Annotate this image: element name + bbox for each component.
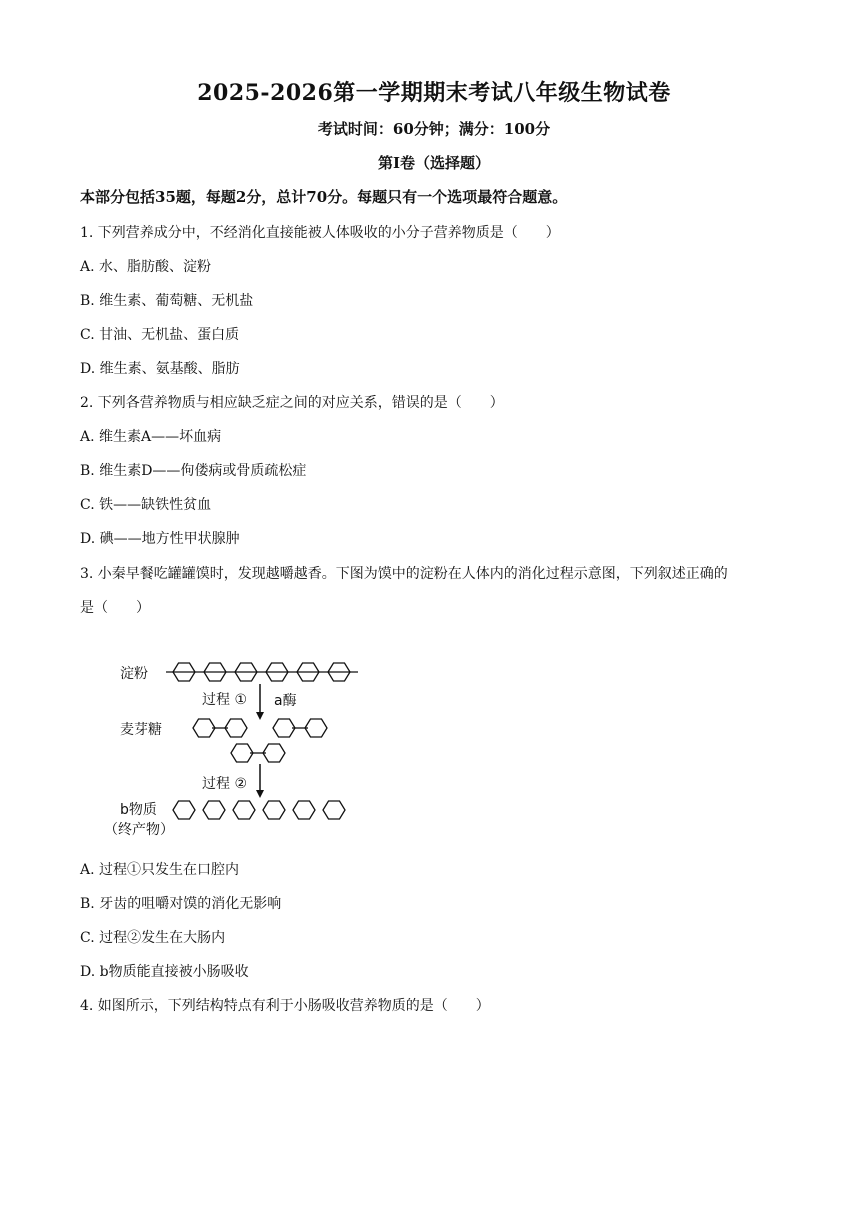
question-3-option-b: B. 牙齿的咀嚼对馍的消化无影响	[80, 896, 282, 912]
question-3-stem-line2: 是（ ）	[80, 600, 150, 616]
question-2-option-a: A. 维生素A——坏血病	[80, 429, 222, 445]
starch-digestion-diagram	[100, 648, 380, 848]
glucose-units	[173, 801, 345, 819]
label-process-2: 过程 ②	[202, 776, 248, 792]
label-process-1: 过程 ①	[202, 692, 248, 708]
maltose-units	[193, 719, 327, 762]
exam-title: 2025-2026第一学期期末考试八年级生物试卷	[197, 80, 671, 106]
label-enzyme-a: a酶	[274, 693, 297, 709]
label-starch: 淀粉	[120, 666, 148, 682]
arrow-1-head	[256, 712, 264, 720]
question-1-option-b: B. 维生素、葡萄糖、无机盐	[80, 293, 254, 309]
exam-subtitle: 考试时间：60分钟；满分：100分	[317, 120, 551, 138]
question-3-option-c: C. 过程②发生在大肠内	[80, 930, 226, 946]
question-3-stem-line1: 3. 小秦早餐吃罐罐馍时，发现越嚼越香。下图为馍中的淀粉在人体内的消化过程示意图，下列叙述正确的	[80, 566, 728, 582]
arrow-2-head	[256, 790, 264, 798]
question-1-option-a: A. 水、脂肪酸、淀粉	[80, 259, 212, 275]
question-1-option-c: C. 甘油、无机盐、蛋白质	[80, 327, 240, 343]
question-3-option-a: A. 过程①只发生在口腔内	[80, 862, 240, 878]
label-maltose: 麦芽糖	[120, 722, 162, 738]
question-4-stem: 4. 如图所示，下列结构特点有利于小肠吸收营养物质的是（ ）	[80, 998, 490, 1014]
question-3-option-d: D. b物质能直接被小肠吸收	[80, 964, 249, 980]
label-product-b: b物质	[120, 802, 157, 818]
question-1-stem: 1. 下列营养成分中，不经消化直接能被人体吸收的小分子营养物质是（ ）	[80, 225, 560, 241]
label-product-note: （终产物）	[104, 822, 174, 838]
question-1-option-d: D. 维生素、氨基酸、脂肪	[80, 361, 240, 377]
question-2-option-b: B. 维生素D——佝偻病或骨质疏松症	[80, 463, 307, 479]
question-2-option-c: C. 铁——缺铁性贫血	[80, 497, 212, 513]
question-2-option-d: D. 碘——地方性甲状腺肿	[80, 531, 240, 547]
question-2-stem: 2. 下列各营养物质与相应缺乏症之间的对应关系，错误的是（ ）	[80, 395, 504, 411]
section-instructions: 本部分包括35题，每题2分，总计70分。每题只有一个选项最符合题意。	[80, 188, 568, 206]
section-heading: 第Ⅰ卷（选择题）	[377, 154, 491, 172]
